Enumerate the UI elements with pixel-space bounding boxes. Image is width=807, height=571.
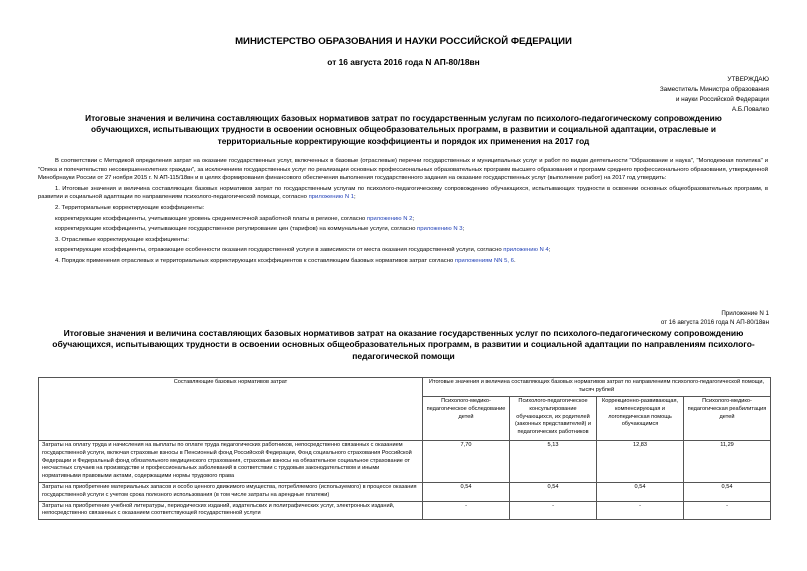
value-cell: - [423,501,510,520]
item-punct: ; [412,215,415,222]
table-row [39,501,771,520]
item-text: корректирующие коэффициенты, учитывающие государственное регулирование цен (тарифов) на коммунальные услуги, согласно [55,226,418,233]
appendix-1-link[interactable]: приложению N 1 [308,194,355,201]
appendix-title: Итоговые значения и величина составляющих базовых нормативов затрат на оказание государственных услуг по психолого-педагогическому сопровождению обучающихся, испытывающих трудности в освоении основных общеобразовательных программ, в развитии и социальной адаптации по направлениям психолого-педагогической помощи [52,328,755,361]
order-number: от 16 августа 2016 года N АП-80/18вн [327,57,480,67]
item-4 [38,257,768,266]
table-header-row [39,378,771,397]
item-text: 4. Порядок применения отраслевых и территориальных корректирующих коэффициентов к составляющим базовых нормативов затрат согласно [55,257,455,264]
item-2a [38,215,768,224]
item-text: корректирующие коэффициенты, отражающие особенности оказания государственной услуги в зависимости от места оказания государственной услуги, согласно [55,247,504,254]
value-cell: 0,54 [597,482,684,501]
approval-line: и науки Российской Федерации [675,95,769,103]
appendix-3-link[interactable]: приложению N 3 [417,226,463,233]
appendix-4-link[interactable]: приложению N 4 [503,247,549,254]
appendix-order: от 16 августа 2016 года N АП-80/18вн [660,319,769,327]
table-row [39,441,771,483]
appendix-5-6-link[interactable]: приложениям NN 5, 6 [454,257,514,264]
value-cell: 0,54 [684,482,771,501]
header-cell-components: Составляющие базовых нормативов затрат [39,378,423,441]
value-cell: - [684,501,771,520]
document-title: Итоговые значения и величина составляющих базовых нормативов затрат по государственным услугам по психолого-педагогическому сопровождению обучающихся, испытывающих трудности в освоении основных общеобразовательных программ, в развитии и социальной адаптации, отраслевые и территориальные корректирующие коэффициенты и порядок их применения на 2017 год [85,113,722,146]
appendix-label: Приложение N 1 [721,310,769,317]
column-header: Психолого-медико-педагогическое обследование детей [423,397,510,441]
appendix-2-link[interactable]: приложению N 2 [366,215,413,222]
table-row [39,482,771,501]
row-label: Затраты на приобретение материальных запасов и особо ценного движимого имущества, потребляемого (используемого) в процессе оказания государственной услуги с учетом срока полезного использования (в том числе затраты на арендные платежи) [39,482,423,501]
appendix-header [661,309,769,327]
approval-block [660,75,769,115]
item-3a [38,246,768,255]
item-text: корректирующие коэффициенты, учитывающие уровень среднемесячной заработной платы в регионе, согласно [55,215,367,222]
item-3: 3. Отраслевые корректирующие коэффициенты: [55,236,189,243]
item-punct: ; [462,226,465,233]
intro-paragraph: В соответствии с Методикой определения затрат на оказание государственных услуг, включенных в базовые (отраслевые) перечни государственных и муниципальных услуг и работ по видам деятельности "Образование и наука", "Молодежная политика" и "Опека и попечительство несовершеннолетних граждан", за исключением государственных услуг по реализации основных профессиональных образовательных программ высшего образования и программ среднего профессионального образования, утвержденной Минобрнауки России от 27 ноября 2015 г. N АП-115/18вн и в целях формирования финансового обеспечения выполнения государственного задания на оказание государственных услуг (выполнение работ) на 2017 год утвердить: [38,158,768,182]
item-punct: . [513,257,516,264]
item-punct: ; [354,194,356,201]
item-2: 2. Территориальные корректирующие коэффициенты: [55,204,205,211]
column-header: Психолого-педагогическое консультирование обучающихся, их родителей (законных представителей) и педагогических работников [510,397,597,441]
column-header: Коррекционно-развивающая, компенсирующая и логопедическая помощь обучающимся [597,397,684,441]
value-cell: - [597,501,684,520]
norms-table [38,377,771,520]
value-cell: 0,54 [510,482,597,501]
approval-line: УТВЕРЖДАЮ [727,76,769,83]
item-text: 1. Итоговые значения и величина составляющих базовых нормативов затрат по государственным услугам по психолого-педагогическому сопровождению обучающихся, испытывающих трудности в освоении основных общеобразовательных программ, в развитии и социальной адаптации по направлениям психолого-педагогической помощи, согласно [38,185,768,201]
row-label: Затраты на приобретение учебной литературы, периодических изданий, издательских и полиграфических услуг, электронных изданий, непосредственно связанных с оказанием соответствующей государственной услуги [39,501,423,520]
value-cell: 11,29 [684,441,771,483]
item-1 [38,185,768,202]
row-label: Затраты на оплату труда и начисления на выплаты по оплате труда педагогических работников, непосредственно связанных с оказанием государственной услуги, включая страховые взносы в Пенсионный фонд Российской Федерации, Фонд социального страхования Российской Федерации и Федеральный фонд обязательного медицинского страхования, страховые взносы на обязательное социальное страхование от несчастных случаев на производстве и профессиональных заболеваний в соответствии с трудовым законодательством и иными нормативными правовыми актами, содержащими нормы трудового права [39,441,423,483]
value-cell: 7,70 [423,441,510,483]
value-cell: 5,13 [510,441,597,483]
document-body [38,157,768,266]
value-cell: 0,54 [423,482,510,501]
value-cell: 12,83 [597,441,684,483]
ministry-heading: МИНИСТЕРСТВО ОБРАЗОВАНИЯ И НАУКИ РОССИЙСКОЙ ФЕДЕРАЦИИ [235,36,572,47]
item-2b [38,225,768,234]
column-header: Психолого-медико-педагогическая реабилитация детей [684,397,771,441]
header-cell-values: Итоговые значения и величина составляющих базовых нормативов затрат по направлениям психолого-педагогической помощи, тысяч рублей [423,378,771,397]
approval-line: Заместитель Министра образования [659,85,769,93]
item-punct: ; [548,247,551,254]
value-cell: - [510,501,597,520]
approval-line: А.Б.Повалко [731,105,769,113]
